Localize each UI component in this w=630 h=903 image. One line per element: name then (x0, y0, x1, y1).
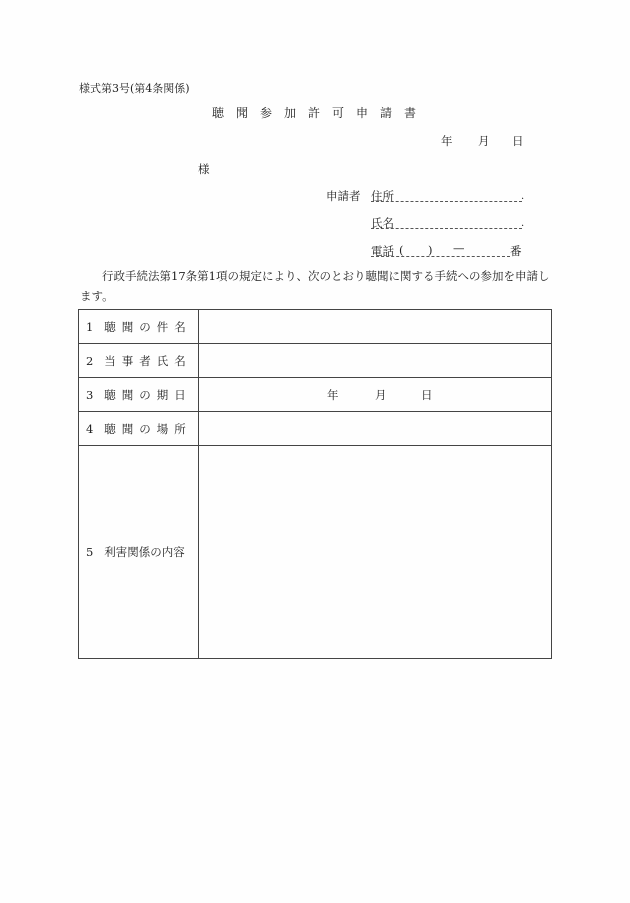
row-label-text: 当事者氏名 (104, 353, 192, 368)
header-date-year: 年 (441, 134, 453, 148)
phone-label: 電話 (371, 244, 394, 258)
row-label (79, 446, 199, 659)
row-label-text: 聴聞の件名 (104, 319, 192, 334)
form-number: 様式第3号(第4条関係) (79, 82, 190, 95)
row-number: 1 (86, 319, 94, 334)
phone-separator: — (453, 241, 465, 255)
row-label-text: 聴聞の期日 (104, 387, 192, 402)
row-label (79, 344, 199, 378)
row-number: 2 (86, 353, 94, 368)
hearing-subject-field[interactable] (199, 310, 552, 344)
address-end-dot: . (521, 191, 525, 202)
row-label (79, 310, 199, 344)
header-date-day: 日 (512, 134, 524, 148)
table-row (79, 310, 552, 344)
phone-open-paren: ( (399, 243, 404, 257)
table-row (79, 412, 552, 446)
name-end-dot: . (521, 218, 525, 229)
party-name-field[interactable] (199, 344, 552, 378)
phone-suffix: 番 (510, 244, 522, 258)
phone-close-paren: ) (428, 243, 433, 257)
phone-line[interactable] (371, 256, 510, 257)
row-label (79, 378, 199, 412)
body-text: 行政手続法第17条第1項の規定により、次のとおり聴聞に関する手続への参加を申請します。 (80, 269, 550, 303)
table-row (79, 446, 552, 659)
addressee-suffix: 様 (198, 162, 210, 176)
applicant-label: 申請者 (326, 189, 361, 203)
row-number: 5 (86, 545, 94, 559)
row-label-text: 利害関係の内容 (104, 545, 185, 559)
row-label (79, 412, 199, 446)
table-row (79, 344, 552, 378)
table-row (79, 378, 552, 412)
address-line[interactable] (371, 201, 522, 202)
hearing-place-field[interactable] (199, 412, 552, 446)
document-title: 聴聞参加許可申請書 (212, 106, 429, 120)
name-line[interactable] (371, 228, 522, 229)
hearing-date-month: 月 (375, 387, 387, 402)
header-date-month: 月 (478, 134, 490, 148)
row-label-text: 聴聞の場所 (104, 421, 192, 436)
hearing-date-year: 年 (327, 387, 339, 402)
name-label: 氏名 (371, 216, 394, 230)
interest-details-field[interactable] (199, 446, 552, 659)
row-number: 4 (86, 421, 94, 436)
hearing-date-day: 日 (421, 387, 433, 402)
hearing-date-field[interactable] (199, 378, 552, 412)
application-table (78, 309, 552, 659)
address-label: 住所 (371, 189, 394, 203)
row-number: 3 (86, 387, 94, 402)
